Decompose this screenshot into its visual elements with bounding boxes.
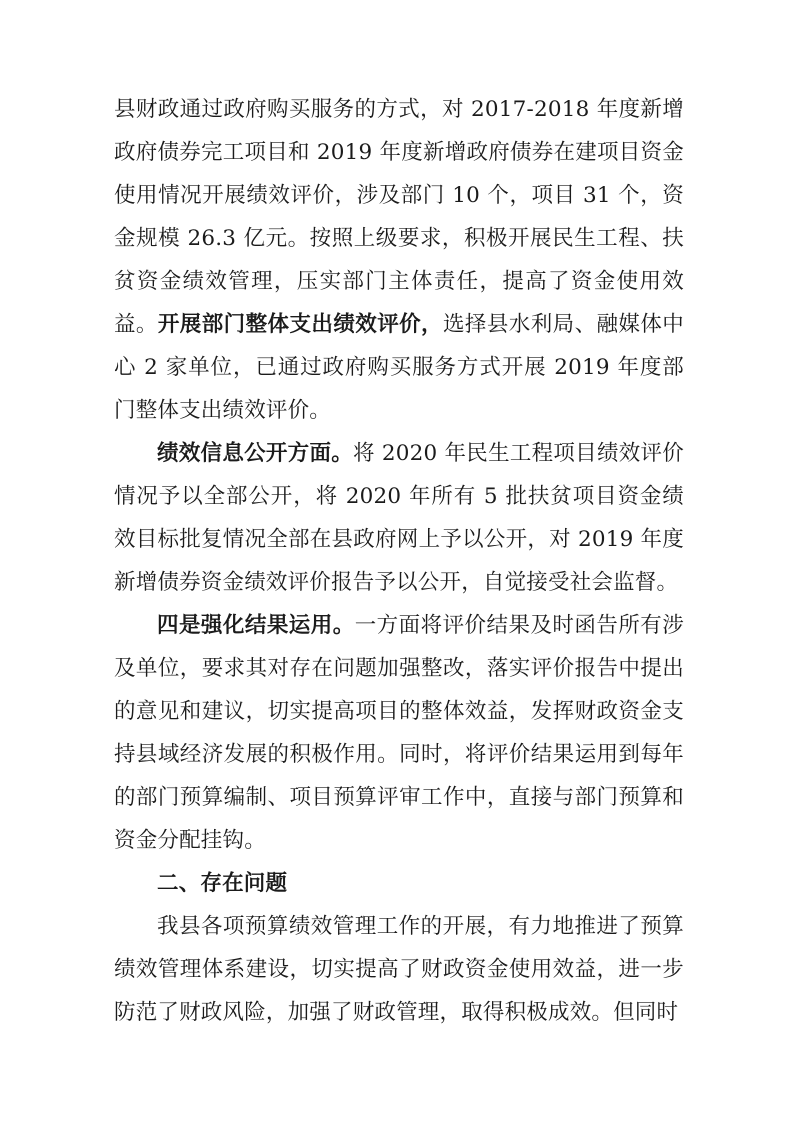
heading-2-run-0: 二、存在问题: [157, 871, 288, 896]
para-4-run-0: 我县各项预算绩效管理工作的开展，有力地推进了预算绩效管理体系建设，切实提高了财政资金使用效益，进一步防范了财政风险，加强了财政管理，取得积极成效。但同时: [114, 914, 684, 1025]
heading-2: [114, 862, 684, 905]
document-body: [114, 88, 684, 1034]
para-3-run-1: 一方面将评价结果及时函告所有涉及单位，要求其对存在问题加强整改，落实评价报告中提出的意见和建议，切实提高项目的整体效益，发挥财政资金支持县域经济发展的积极作用。同时，将评价结果运用到每年的部门预算编制、项目预算评审工作中，直接与部门预算和资金分配挂钩。: [114, 613, 684, 853]
para-1-run-1: 开展部门整体支出绩效评价，: [157, 312, 443, 337]
para-3-run-0: 四是强化结果运用。: [157, 613, 355, 638]
para-2-run-1: 将 2020 年民生工程项目绩效评价情况予以全部公开，将 2020 年所有 5 批扶贫项目资金绩效目标批复情况全部在县政府网上予以公开，对 2019 年度新增债券资金绩效评价报告予以公开，自觉接受社会监督。: [114, 441, 684, 595]
para-3: [114, 604, 684, 862]
para-1: [114, 88, 684, 432]
para-1-run-2: 选择县水利局、融媒体中心 2 家单位，已通过政府购买服务方式开展 2019 年度部门整体支出绩效评价。: [114, 312, 684, 423]
para-1-run-0: 县财政通过政府购买服务的方式，对 2017-2018 年度新增政府债券完工项目和 2019 年度新增政府债券在建项目资金使用情况开展绩效评价，涉及部门 10 个，项目 31 个，资金规模 26.3 亿元。按照上级要求，积极开展民生工程、扶贫资金绩效管理，压实部门主体责任，提高了资金使用效益。: [114, 97, 684, 337]
para-2-run-0: 绩效信息公开方面。: [157, 441, 353, 466]
para-2: [114, 432, 684, 604]
para-4: [114, 905, 684, 1034]
